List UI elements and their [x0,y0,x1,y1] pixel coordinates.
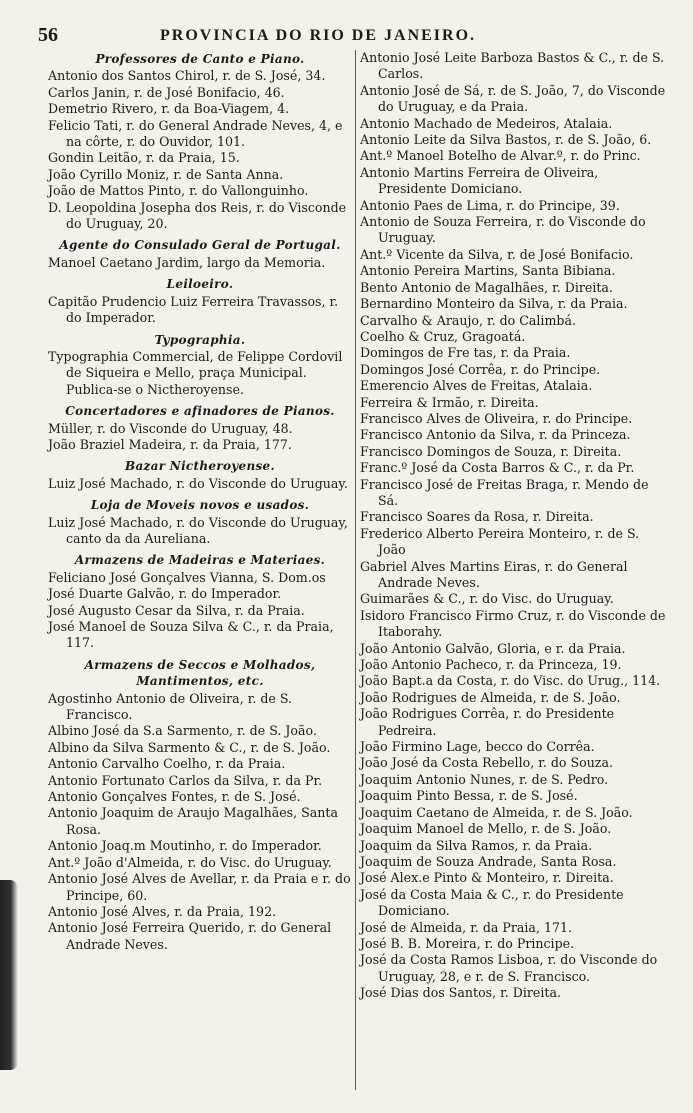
directory-entry: Müller, r. do Visconde do Uruguay, 48. [48,420,293,436]
directory-entry: José Augusto Cesar da Silva, r. da Praia. [48,602,305,618]
directory-entry: Luiz José Machado, r. do Visconde do Uruguay. [48,475,348,491]
directory-entry: Agostinho Antonio de Oliveira, r. de S. Francisco. [48,690,293,723]
section-heading: Professores de Canto e Piano. [95,52,305,66]
directory-entry: Carlos Janin, r. de José Bonifacio, 46. [48,84,285,100]
directory-entry: Joaquim Pinto Bessa, r. de S. José. [360,788,578,804]
directory-entry: Antonio José de Sá, r. de S. João, 7, do Visconde do Uruguay, e da Praia. [360,82,666,115]
directory-entry: José Manoel de Souza Silva & C., r. da Praia, 117. [48,619,334,651]
directory-entry: Feliciano José Gonçalves Vianna, S. Dom.os [48,569,326,585]
directory-entry: João Cyrillo Moniz, r. de Santa Anna. [48,166,284,182]
directory-entry: Franc.º José da Costa Barros & C., r. da Pr. [360,460,635,476]
page-edge-shadow [0,880,18,1070]
directory-entry: Antonio José Alves de Avellar, r. da Praia e r. do Principe, 60. [48,871,351,903]
directory-entry: João Antonio Galvão, Gloria, e r. da Praia. [360,640,626,656]
directory-entry: Antonio Carvalho Coelho, r. da Praia. [48,756,286,772]
directory-entry: Antonio Pereira Martins, Santa Bibiana. [360,263,616,279]
directory-entry: Luiz José Machado, r. do Visconde do Uruguay, canto da da Aureliana. [48,514,348,546]
directory-entry: Antonio Leite da Silva Bastos, r. de S. João, 6. [360,132,652,148]
directory-entry: José Dias dos Santos, r. Direita. [360,985,561,1001]
directory-entry: Ant.º João d'Almeida, r. do Visc. do Uruguay. [48,854,332,870]
directory-entry: Bento Antonio de Magalhães, r. Direita. [360,279,613,295]
directory-entry: Frederico Alberto Pereira Monteiro, r. de S. João [360,525,640,558]
directory-entry: Antonio José Alves, r. da Praia, 192. [48,903,277,919]
directory-entry: Ant.º Vicente da Silva, r. de José Bonifacio. [360,246,634,262]
directory-entry: Emerencio Alves de Freitas, Atalaia. [360,378,593,394]
section-heading: Armazens de Seccos e Molhados, Mantimentos, etc. [84,657,316,689]
section-heading: Armazens de Madeiras e Materiaes. [74,553,326,568]
directory-entry: Joaquim Antonio Nunes, r. de S. Pedro. [360,771,609,787]
directory-entry: Antonio Fortunato Carlos da Silva, r. da Pr. [48,772,323,788]
directory-entry: Felicio Tati, r. do General Andrade Neves, 4, e na côrte, r. do Ouvidor, 101. [48,117,343,150]
directory-entry: Francisco Soares da Rosa, r. Direita. [360,509,594,525]
directory-entry: Antonio de Souza Ferreira, r. do Visconde do Uruguay. [360,214,646,246]
directory-entry: Domingos de Fre tas, r. da Praia. [360,345,571,361]
directory-entry: Antonio Martins Ferreira de Oliveira, Presidente Domiciano. [360,164,599,197]
section-heading: Concertadores e afinadores de Pianos. [65,404,335,419]
directory-entry: Antonio Gonçalves Fontes, r. de S. José. [48,789,301,805]
directory-entry: José Duarte Galvão, r. do Imperador. [48,586,282,602]
directory-entry: Antonio Paes de Lima, r. do Principe, 39. [360,197,620,213]
section-heading: Loja de Moveis novos e usados. [90,498,310,513]
directory-entry: João Firmino Lage, becco do Corrêa. [360,739,595,755]
directory-entry: Gondin Leitão, r. da Praia, 15. [48,150,240,166]
directory-entry: Joaquim de Souza Andrade, Santa Rosa. [360,853,617,869]
section-heading: Typographia. [154,332,246,347]
directory-entry: Antonio Joaquim de Araujo Magalhães, Santa Rosa. [48,805,338,837]
directory-entry: Antonio José Leite Barboza Bastos & C., r. de S. Carlos. [360,50,665,82]
directory-entry: Francisco Antonio da Silva, r. da Princeza. [360,427,631,443]
directory-entry: Antonio Joaq.m Moutinho, r. do Imperador. [48,838,322,854]
directory-entry: Joaquim da Silva Ramos, r. da Praia. [360,837,593,853]
directory-entry: Capitão Prudencio Luiz Ferreira Travassos, r. do Imperador. [48,293,339,326]
left-column [48,50,352,953]
directory-entry: Bernardino Monteiro da Silva, r. da Praia. [360,296,628,312]
right-column [360,50,670,1002]
running-title: PROVINCIA DO RIO DE JANEIRO. [160,27,477,44]
directory-entry: Francisco Domingos de Souza, r. Direita. [360,443,622,459]
directory-entry: Carvalho & Araujo, r. do Calimbá. [360,312,576,328]
directory-entry: José de Almeida, r. da Praia, 171. [360,919,572,935]
directory-entry: José da Costa Ramos Lisboa, r. do Visconde do Uruguay, 28, e r. de S. Francisco. [360,952,658,984]
directory-entry: João Antonio Pacheco, r. da Princeza, 19. [360,657,622,673]
page-number: 56 [38,24,58,46]
directory-entry: Coelho & Cruz, Gragoatá. [360,328,526,344]
directory-entry: José Alex.e Pinto & Monteiro, r. Direita. [360,870,614,886]
directory-entry: Francisco José de Freitas Braga, r. Mendo de Sá. [360,476,649,508]
directory-entry: Demetrio Rivero, r. da Boa-Viagem, 4. [48,101,290,117]
directory-entry: João José da Costa Rebello, r. do Souza. [360,755,613,771]
directory-entry: João Rodrigues Corrêa, r. do Presidente Pedreira. [360,706,615,738]
directory-entry: João de Mattos Pinto, r. do Vallonguinho. [48,183,309,199]
directory-entry: Antonio José Ferreira Querido, r. do General Andrade Neves. [48,920,332,952]
directory-entry: Guimarães & C., r. do Visc. do Uruguay. [360,591,614,607]
directory-entry: Typographia Commercial, de Felippe Cordovil de Siqueira e Mello, praça Municipal. Publica-se o Nictheroyense. [48,348,343,397]
directory-entry: Isidoro Francisco Firmo Cruz, r. do Visconde de Itaborahy. [360,607,666,640]
directory-entry: Albino da Silva Sarmento & C., r. de S. João. [48,739,331,755]
directory-entry: Antonio dos Santos Chirol, r. de S. José, 34. [48,68,326,84]
directory-entry: Manoel Caetano Jardim, largo da Memoria. [48,254,326,270]
section-heading: Bazar Nictheroyense. [125,459,275,474]
section-heading: Leiloeiro. [166,277,234,292]
directory-entry: Francisco Alves de Oliveira, r. do Principe. [360,410,633,426]
directory-entry: Albino José da S.a Sarmento, r. de S. João. [48,723,317,739]
directory-entry: José B. B. Moreira, r. do Principe. [360,935,575,951]
directory-entry: Gabriel Alves Martins Eiras, r. do General Andrade Neves. [360,558,628,590]
directory-entry: Antonio Machado de Medeiros, Atalaia. [360,115,613,131]
directory-entry: Ant.º Manoel Botelho de Alvar.º, r. do Princ. [360,148,641,164]
column-divider [355,50,356,1090]
directory-entry: José da Costa Maia & C., r. do Presidente Domiciano. [360,886,624,919]
directory-entry: João Bapt.a da Costa, r. do Visc. do Urug., 114. [360,673,661,689]
directory-entry: D. Leopoldina Josepha dos Reis, r. do Visconde do Uruguay, 20. [48,199,347,232]
directory-entry: João Braziel Madeira, r. da Praia, 177. [48,436,292,452]
directory-entry: Joaquim Manoel de Mello, r. de S. João. [360,821,612,837]
directory-entry: Ferreira & Irmão, r. Direita. [360,394,539,410]
page-header [38,24,678,46]
directory-entry: Domingos José Corrêa, r. do Principe. [360,361,601,377]
directory-entry: Joaquim Caetano de Almeida, r. de S. João. [360,804,633,820]
directory-entry: João Rodrigues de Almeida, r. de S. João. [360,689,621,705]
section-heading: Agente do Consulado Geral de Portugal. [59,238,341,253]
